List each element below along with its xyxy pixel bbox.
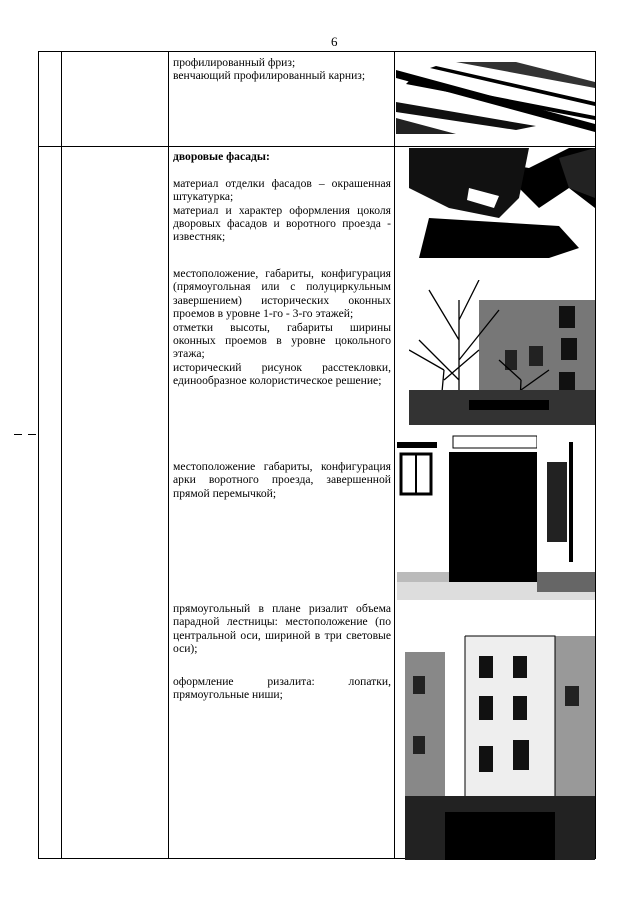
- gate-arch-photo: [397, 432, 595, 600]
- text-paragraph: оформление ризалита: лопатки, прямоугольные ниши;: [173, 675, 391, 702]
- text-paragraph: материал и характер оформления цоколя дворовых фасадов и воротного проезда - известняк;: [173, 203, 391, 244]
- text-paragraph: прямоугольный в плане ризалит объема парадной лестницы: местоположение (по центральной оси, шириной в три световые оси);: [173, 602, 391, 656]
- text-line: венчающий профилированный карниз;: [173, 69, 366, 83]
- margin-mark: [14, 432, 36, 436]
- column-divider: [394, 52, 395, 858]
- row1-description: [173, 56, 391, 83]
- text-paragraph: местоположение, габариты, конфигурация (прямоугольная или с полуциркульным завершением) исторических оконных проемов в уровне 1-го - 3-го этажей;: [173, 267, 391, 321]
- text-paragraph: материал отделки фасадов – окрашенная штукатурка;: [173, 176, 391, 204]
- cornice-photo: [396, 62, 595, 134]
- section-heading: дворовые фасады:: [173, 150, 270, 163]
- row2-arch-block: [173, 460, 391, 500]
- text-paragraph: местоположение габариты, конфигурация арки воротного проезда, завершенной прямой перемычкой;: [173, 460, 391, 500]
- staircase-risalit-photo: [405, 616, 595, 860]
- column-divider: [61, 52, 62, 858]
- row2-windows-block: [173, 267, 391, 388]
- text-paragraph: исторический рисунок расстекловки, единообразное колористическое решение;: [173, 360, 391, 388]
- row2-risalit-block: [173, 602, 391, 656]
- row2-heading-block: [173, 150, 391, 244]
- text-paragraph: отметки высоты, габариты ширины оконных проемов в уровне цокольного этажа;: [173, 320, 391, 361]
- row2-risalit-decor-block: [173, 675, 391, 702]
- courtyard-facade-windows-photo: [409, 280, 595, 425]
- page-number: 6: [331, 34, 338, 49]
- row-divider: [39, 146, 595, 147]
- document-table: [38, 51, 596, 859]
- courtyard-plinth-photo: [409, 148, 595, 258]
- column-divider: [168, 52, 169, 858]
- text-line: профилированный фриз;: [173, 56, 296, 69]
